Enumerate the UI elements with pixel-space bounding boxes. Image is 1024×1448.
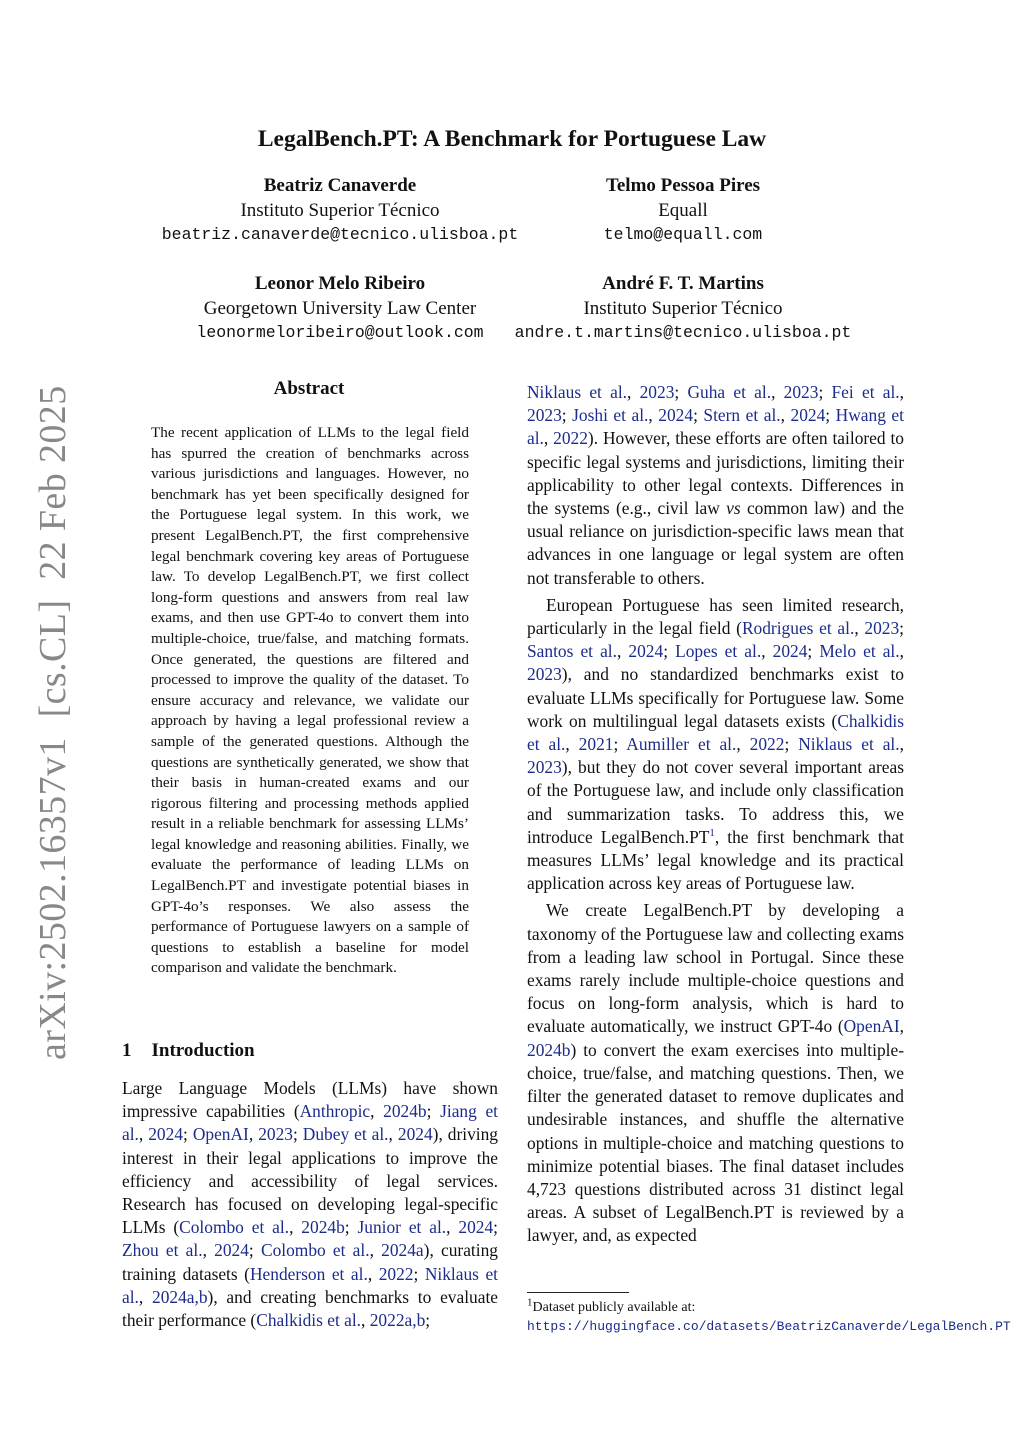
- section-heading: [122, 1040, 255, 1062]
- citation-link[interactable]: Colombo et al.: [260, 1240, 370, 1261]
- section-number: 1: [122, 1040, 132, 1061]
- section-title: Introduction: [151, 1040, 255, 1061]
- citation-link[interactable]: 2024: [628, 641, 664, 662]
- author-name: Telmo Pessoa Pires: [605, 175, 761, 196]
- arxiv-stamp: arXiv:2502.16357v1 [cs.CL] 22 Feb 2025: [32, 385, 74, 1060]
- right-paragraph-2: European Portuguese has seen limited research, particularly in the legal field (Rodrigues et al., 2023; Santos et al., 2024; Lopes et al., 2024; Melo et al., 2023), and no standardized benchmarks exist to evaluate LLMs specifically for Portuguese law. Some work on multilingual legal datasets exists (Chalkidis et al., 2021; Aumiller et al., 2022; Niklaus et al., 2023), but they do not cover several important areas of the Portuguese law, and include only classification and summarization tasks. To address this, we introduce $LegalBench.PT^1$, the first benchmark that measures LLMs’ legal knowledge and its practical application across key areas of Portuguese law.: [527, 594, 904, 894]
- citation-link[interactable]: 2022: [749, 734, 785, 755]
- citation-link[interactable]: Guha et al.: [687, 382, 772, 402]
- footnote-text: Dataset publicly available at:: [532, 1300, 696, 1315]
- intro-paragraph: Large Language Models (LLMs) have shown impressive capabilities (Anthropic, 2024b; Jiang et al., 2024; OpenAI, 2023; Dubey et al., 2024), driving interest in their legal applications to improve the efficiency and accessibility of legal services. Research has focused on developing legal-specific LLMs (Colombo et al., 2024b; Junior et al., 2024; Zhou et al., 2024; Colombo et al., 2024a), curating training datasets (Henderson et al., 2022; Niklaus et al., 2024a,b), and creating benchmarks to evaluate their performance (Chalkidis et al., 2022a,b;: [122, 1078, 499, 1331]
- citation-link[interactable]: Chalkidis et al.: [527, 710, 904, 755]
- citation-link[interactable]: 2024: [458, 1217, 494, 1238]
- author-name: Leonor Melo Ribeiro: [254, 273, 426, 294]
- citation-link[interactable]: OpenAI: [192, 1124, 249, 1145]
- citation-link[interactable]: Junior et al.: [357, 1217, 447, 1238]
- citation-link[interactable]: 2024: [214, 1240, 249, 1261]
- citation-link[interactable]: 2023: [639, 382, 675, 402]
- citation-link[interactable]: 2024b: [527, 1039, 571, 1060]
- citation-link[interactable]: Melo et al.: [819, 641, 900, 662]
- right-paragraph-3: We create LegalBench.PT by developing a taxonomy of the Portuguese law and collecting exams from a leading law school in Portugal. Since these exams rarely include multiple-choice questions and focus on long-form analysis, which is hard to evaluate automatically, we instruct GPT-4o (OpenAI, 2024b) to convert the exam exercises into multiple-choice, true/false, and matching questions. Then, we filter the generated dataset to remove duplicates and undesirable instances, and shuffle the alternative options in multiple-choice and matching questions to minimize potential biases. The final dataset includes 4,723 questions distributed across 31 distinct legal areas. A subset of LegalBench.PT is reviewed by a lawyer, and, as expected: [527, 900, 904, 1246]
- author-name: Beatriz Canaverde: [263, 175, 417, 196]
- citation-link[interactable]: 2023: [864, 618, 900, 639]
- citation-link[interactable]: Joshi et al.: [572, 405, 649, 426]
- citation-link[interactable]: 2024b: [301, 1217, 345, 1238]
- citation-link[interactable]: 2023: [527, 405, 562, 426]
- citation-link[interactable]: 2024: [148, 1124, 184, 1145]
- citation-link[interactable]: Dubey et al.: [302, 1124, 389, 1145]
- citation-link[interactable]: 2022a,b: [369, 1310, 426, 1331]
- citation-link[interactable]: 2022: [553, 428, 588, 449]
- citation-link[interactable]: Colombo et al.: [179, 1217, 290, 1238]
- author-block-3: [160, 272, 520, 346]
- author-affiliation: Equall: [658, 199, 708, 221]
- author-name: André F. T. Martins: [602, 273, 764, 294]
- citation-link[interactable]: OpenAI: [843, 1016, 900, 1037]
- citation-link[interactable]: 2023: [527, 664, 562, 685]
- paper-title: LegalBench.PT: A Benchmark for Portuguese Law: [257, 126, 767, 152]
- citation-link[interactable]: Stern et al.: [703, 405, 781, 426]
- abstract-heading: Abstract: [273, 378, 345, 399]
- citation-link[interactable]: Rodrigues et al.: [741, 618, 855, 639]
- citation-link[interactable]: 2024: [397, 1124, 433, 1145]
- citation-link[interactable]: 2022: [378, 1263, 414, 1284]
- author-block-1: [130, 174, 550, 248]
- citation-link[interactable]: Fei et al.: [831, 382, 900, 402]
- author-affiliation: Instituto Superior Técnico: [240, 199, 440, 221]
- dataset-url-link[interactable]: https://huggingface.co/datasets/BeatrizCanaverde/LegalBench.PT: [527, 1319, 1011, 1334]
- citation-link[interactable]: Henderson et al.: [249, 1263, 368, 1284]
- citation-link[interactable]: 2023: [258, 1124, 293, 1145]
- footnote-rule: [527, 1292, 629, 1293]
- citation-link[interactable]: Lopes et al.: [675, 641, 762, 662]
- citation-link[interactable]: Anthropic: [299, 1101, 371, 1122]
- author-email[interactable]: beatriz.canaverde@tecnico.ulisboa.pt: [161, 225, 519, 244]
- author-block-4: [493, 272, 873, 346]
- citation-link[interactable]: Jiang et al.: [122, 1101, 499, 1145]
- right-paragraph-1: Niklaus et al., 2023; Guha et al., 2023; Fei et al., 2023; Joshi et al., 2024; Stern et al., 2024; Hwang et al., 2022). However, these efforts are often tailored to specific legal systems and jurisdictions, limiting their applicability to other legal contexts. Differences in the systems (e.g., civil law vs common law) and the usual reliance on jurisdiction-specific laws mean that advances in one language or legal system are often not transferable to others.: [527, 382, 905, 588]
- citation-link[interactable]: Chalkidis et al.: [256, 1310, 362, 1331]
- citation-link[interactable]: Niklaus et al.: [122, 1263, 498, 1307]
- citation-link[interactable]: Hwang et al.: [527, 405, 904, 449]
- author-block-2: [553, 174, 813, 248]
- citation-link[interactable]: 2023: [783, 382, 819, 402]
- citation-link[interactable]: 2023: [527, 757, 562, 778]
- citation-link[interactable]: 2024: [772, 641, 808, 662]
- citation-link[interactable]: Zhou et al.: [122, 1240, 203, 1261]
- citation-link[interactable]: 2024: [790, 405, 826, 426]
- footnote-marker[interactable]: 1: [709, 827, 715, 840]
- citation-link[interactable]: 2024a: [381, 1240, 424, 1261]
- citation-link[interactable]: 2024b: [383, 1101, 427, 1122]
- citation-link[interactable]: Santos et al.: [527, 641, 617, 662]
- right-column: [527, 381, 904, 1248]
- citation-link[interactable]: 2024a,b: [152, 1286, 208, 1307]
- author-email[interactable]: andre.t.martins@tecnico.ulisboa.pt: [514, 323, 852, 342]
- abstract-text: The recent application of LLMs to the legal field has spurred the creation of benchmarks across various jurisdictions and languages. However, no benchmark has yet been specifically designed for the Portuguese legal system. In this work, we present LegalBench.PT, the first comprehensive legal benchmark covering key areas of Portuguese law. To develop LegalBench.PT, we first collect long-form questions and answers from real law exams, and then use GPT-4o to convert them into multiple-choice, true/false, and matching formats. Once generated, the questions are filtered and processed to improve the quality of the dataset. To ensure accuracy and relevance, we validate our approach by having a legal professional review a sample of the generated questions. Although the questions are synthetically generated, we show that their basis in human-created exams and our rigorous filtering and processing methods applied result in a reliable benchmark for assessing LLMs’ legal knowledge and reasoning abilities. Finally, we evaluate the performance of leading LLMs on LegalBench.PT and investigate potential biases in GPT-4o’s responses. We also assess the performance of Portuguese lawyers on a sample of questions to establish a baseline for model comparison and validate the benchmark.: [151, 424, 469, 977]
- citation-link[interactable]: 2024: [658, 405, 694, 426]
- footnote-mark: 1: [527, 1296, 533, 1309]
- citation-link[interactable]: Niklaus et al.: [798, 734, 900, 755]
- author-email[interactable]: telmo@equall.com: [603, 225, 763, 244]
- author-email[interactable]: leonormeloribeiro@outlook.com: [196, 323, 484, 342]
- citation-link[interactable]: Aumiller et al.: [626, 734, 737, 755]
- author-affiliation: Georgetown University Law Center: [203, 297, 477, 319]
- author-affiliation: Instituto Superior Técnico: [583, 297, 783, 319]
- citation-link[interactable]: Niklaus et al.: [527, 382, 628, 402]
- citation-link[interactable]: 2021: [578, 734, 614, 755]
- footnote: [527, 1296, 1011, 1336]
